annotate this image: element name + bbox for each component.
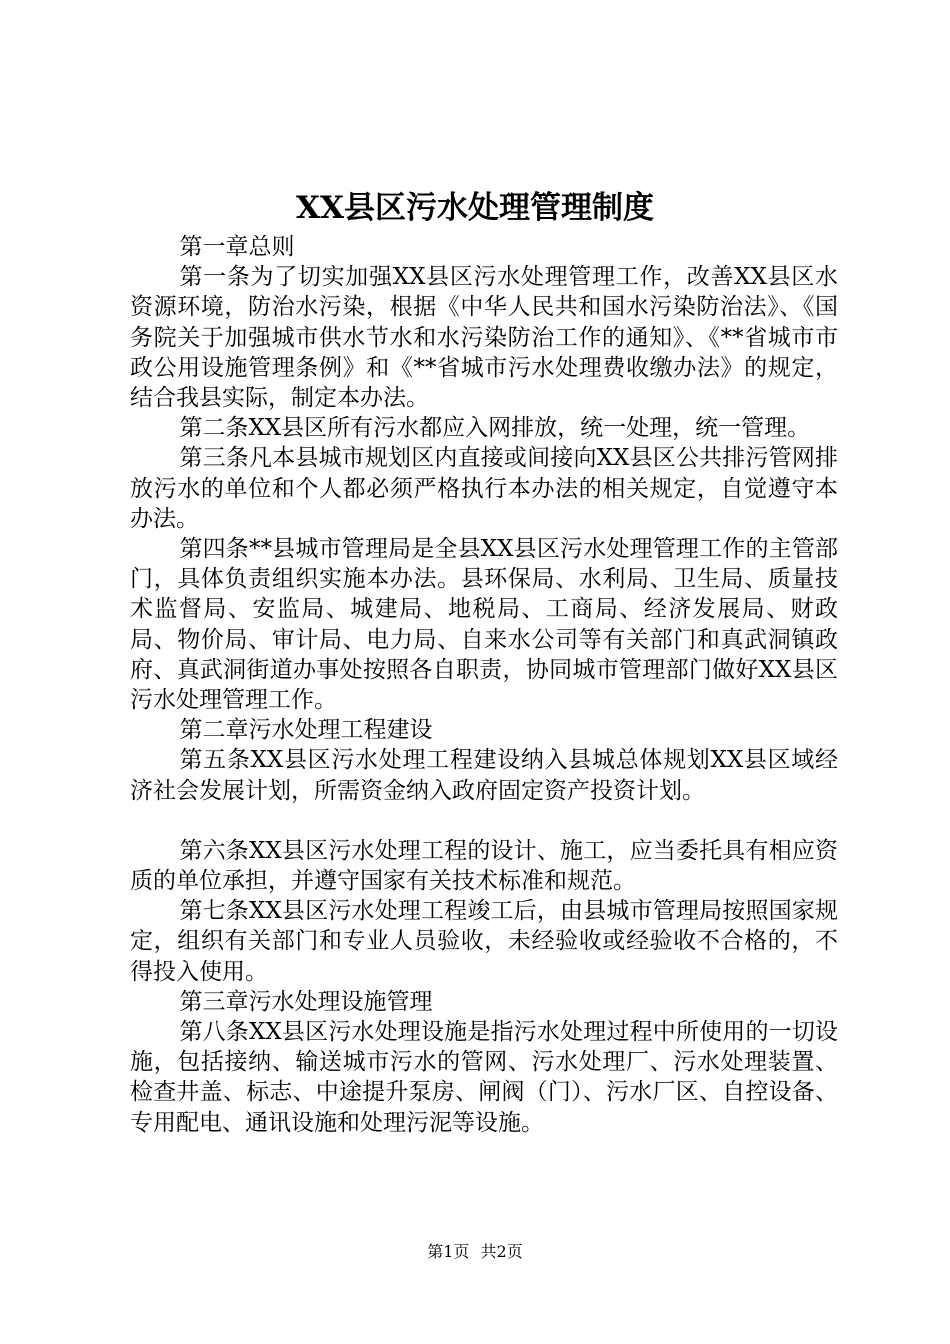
article-6: 第六条XX县区污水处理工程的设计、施工，应当委托具有相应资质的单位承担，并遵守国家有关技术标准和规范。 <box>130 837 838 895</box>
document-body <box>130 232 838 1138</box>
article-3: 第三条凡本县城市规划区内直接或间接向XX县区公共排污管网排放污水的单位和个人都必须严格执行本办法的相关规定，自觉遵守本办法。 <box>130 445 838 532</box>
chapter-heading-3: 第三章污水处理设施管理 <box>179 988 433 1015</box>
chapter-heading-2: 第二章污水处理工程建设 <box>179 717 433 744</box>
page-total: 共2页 <box>480 1242 523 1261</box>
article-4: 第四条**县城市管理局是全县XX县区污水处理管理工作的主管部门，具体负责组织实施本办法。县环保局、水利局、卫生局、质量技术监督局、安监局、城建局、地税局、工商局、经济发展局、财政局、物价局、审计局、电力局、自来水公司等有关部门和真武洞镇政府、真武洞街道办事处按照各自职责，协同城市管理部门做好XX县区污水处理管理工作。 <box>130 536 838 714</box>
article-8: 第八条XX县区污水处理设施是指污水处理过程中所使用的一切设施，包括接纳、输送城市污水的管网、污水处理厂、污水处理装置、检查井盖、标志、中途提升泵房、闸阀（门）、污水厂区、自控设备、专用配电、通讯设施和处理污泥等设施。 <box>130 1019 838 1136</box>
document-title: XX县区污水处理管理制度 <box>295 190 655 226</box>
paragraph-gap <box>130 806 838 836</box>
article-5: 第五条XX县区污水处理工程建设纳入县城总体规划XX县区域经济社会发展计划，所需资金纳入政府固定资产投资计划。 <box>130 747 838 804</box>
page-number: 第1页 <box>427 1242 470 1261</box>
chapter-heading-1: 第一章总则 <box>179 234 295 260</box>
article-1: 第一条为了切实加强XX县区污水处理管理工作，改善XX县区水资源环境，防治水污染，根据《中华人民共和国水污染防治法》、《国务院关于加强城市供水节水和水污染防治工作的通知》、《**省城市市政公用设施管理条例》和《**省城市污水处理费收缴办法》的规定，结合我县实际，制定本办法。 <box>130 264 838 412</box>
article-7: 第七条XX县区污水处理工程竣工后，由县城市管理局按照国家规定，组织有关部门和专业人员验收，未经验收或经验收不合格的，不得投入使用。 <box>130 898 838 985</box>
article-2: 第二条XX县区所有污水都应入网排放，统一处理，统一管理。 <box>179 415 811 442</box>
page-footer <box>0 1240 950 1264</box>
